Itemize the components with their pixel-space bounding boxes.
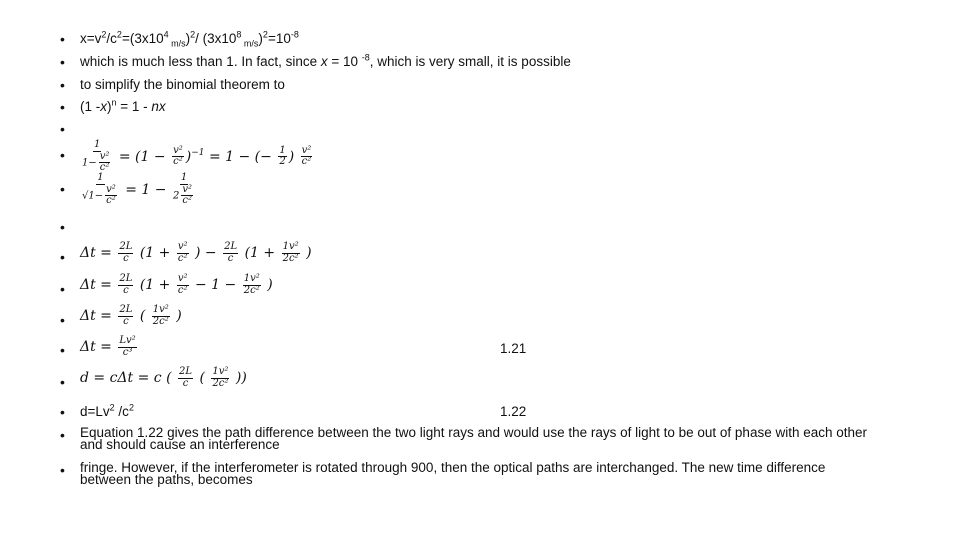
- bullet-8: •: [60, 219, 65, 235]
- bullet-4: •: [60, 99, 65, 115]
- line-binomial: (1 -x)$^n$ = 1 - nx: [80, 97, 166, 114]
- paragraph-fringe: fringe. However, if the interferometer is rotated through 900, then the optical paths are interchanged. The new time difference between the paths, becomes: [80, 460, 826, 487]
- equation-number-1-21: 1.21: [500, 341, 527, 356]
- bullet-7: •: [60, 181, 65, 197]
- bullet-16: •: [60, 462, 65, 478]
- line-much-less: which is much less than 1. In fact, since x = 10 $^{-8}$, which is very small, it is possible: [80, 52, 571, 69]
- equation-delta-t-2: Δt = $\frac{2L}{c}$ (1 + $\frac{\text{v²}}{\text{c²}}$ − 1 − $\frac{\text{1v²}}{\text{2c²}}$ ): [80, 273, 273, 296]
- bullet-9: •: [60, 249, 65, 265]
- equation-delta-t-final: Δt = $\frac{\text{Lv²}}{\text{c³}}$: [80, 335, 136, 358]
- bullet-10: •: [60, 281, 65, 297]
- bullet-11: •: [60, 312, 65, 328]
- equation-delta-t-1: Δt = $\frac{2L}{c}$ (1 + $\frac{\text{v²}}{\text{c²}}$ ) − $\frac{2L}{c}$ (1 + $\frac{\text{1v²}}{\text{2c²}}$ ): [80, 241, 312, 264]
- equation-sqrt-expansion: 1 √1− $\frac{\text{v²}}{\text{c²}}$ = 1 − 1 2 $\frac{\text{v²}}{\text{c²}}$: [82, 172, 193, 206]
- bullet-6: •: [60, 147, 65, 163]
- line-d-equals: $d=Lv^2$ $/c^2$: [80, 402, 134, 419]
- paragraph-equation-1-22: Equation 1.22 gives the path difference between the two light rays and would use the rays of light to be out of phase with each other and should cause an interference: [80, 425, 868, 452]
- bullet-15: •: [60, 427, 65, 443]
- line-velocity-ratio: $x=v^2/c^2=(3x10^4$ $_{m/s}$)$^2$/ ($3x10^8$ $_{m/s})^2=10^{-8}$: [80, 29, 299, 49]
- bullet-12: •: [60, 342, 65, 358]
- bullet-1: •: [60, 31, 65, 47]
- equation-number-1-22: 1.22: [500, 404, 527, 419]
- equation-gamma-expansion: 1 1− $\frac{\text{v²}}{\text{c²}}$ = (1 − $\frac{\text{v²}}{\text{c²}}$ )$^{-1}$ = 1 − (− $\frac{1}{2}$ ) $\frac{\text{v²}}{\text{c²}}$: [82, 139, 312, 173]
- bullet-5: •: [60, 121, 65, 137]
- equation-delta-t-3: Δt = $\frac{2L}{c}$ ( $\frac{\text{1v²}}{\text{2c²}}$ ): [80, 304, 182, 327]
- bullet-2: •: [60, 54, 65, 70]
- bullet-13: •: [60, 374, 65, 390]
- bullet-14: •: [60, 404, 65, 420]
- equation-path-difference: d = cΔt = c ( $\frac{2L}{c}$ ( $\frac{\text{1v²}}{\text{2c²}}$ )): [80, 366, 247, 389]
- bullet-3: •: [60, 77, 65, 93]
- line-simplify: to simplify the binomial theorem to: [80, 77, 285, 92]
